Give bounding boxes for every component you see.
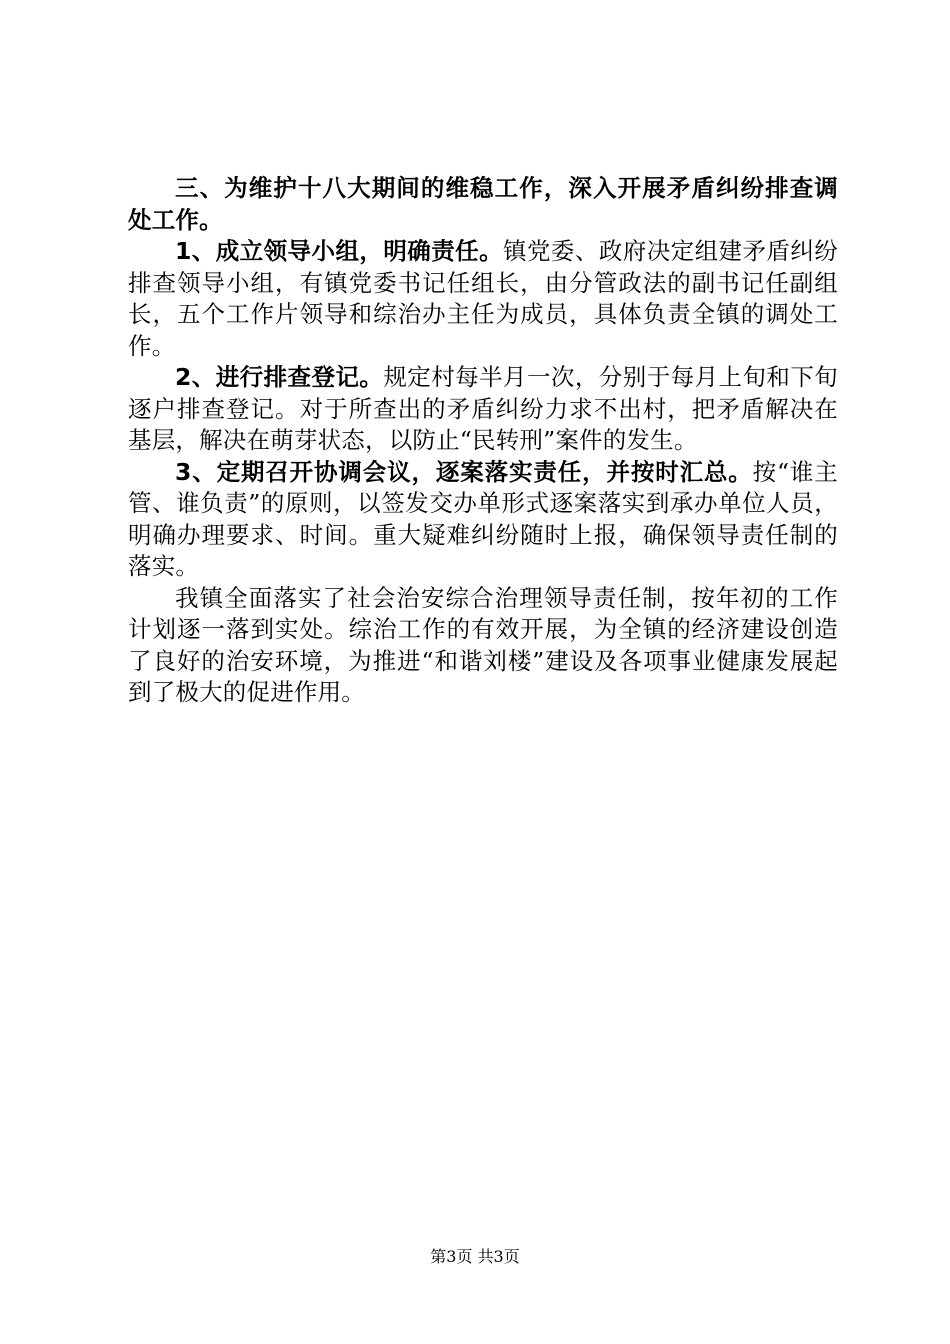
document-body: [128, 173, 838, 709]
item-2: [128, 362, 838, 457]
item-1: [128, 236, 838, 362]
item-3-body: 按“谁主管、谁负责”的原则，以签发交办单形式逐案落实到承办单位人员，明确办理要求、时间。重大疑难纠纷随时上报，确保领导责任制的落实。: [128, 457, 838, 580]
item-2-body: 规定村每半月一次，分别于每月上旬和下旬逐户排查登记。对于所查出的矛盾纠纷力求不出村，把矛盾解决在基层，解决在萌芽状态，以防止“民转刑”案件的发生。: [128, 363, 838, 454]
section-heading: 三、为维护十八大期间的维稳工作，深入开展矛盾纠纷排查调处工作。: [128, 174, 838, 234]
conclusion-paragraph: 我镇全面落实了社会治安综合治理领导责任制，按年初的工作计划逐一落到实处。综治工作的有效开展，为全镇的经济建设创造了良好的治安环境，为推进“和谐刘楼”建设及各项事业健康发展起到了极大的促进作用。: [128, 583, 838, 706]
item-2-title: 2、进行排查登记。: [175, 363, 384, 391]
item-3: [128, 457, 838, 583]
page-footer: 第3页 共3页: [430, 1247, 520, 1266]
item-3-title: 3、定期召开协调会议，逐案落实责任，并按时汇总。: [175, 457, 753, 486]
item-1-body: 镇党委、政府决定组建矛盾纠纷排查领导小组，有镇党委书记任组长，由分管政法的副书记任副组长，五个工作片领导和综治办主任为成员，具体负责全镇的调处工作。: [128, 237, 838, 360]
item-1-title: 1、成立领导小组，明确责任。: [175, 237, 504, 265]
